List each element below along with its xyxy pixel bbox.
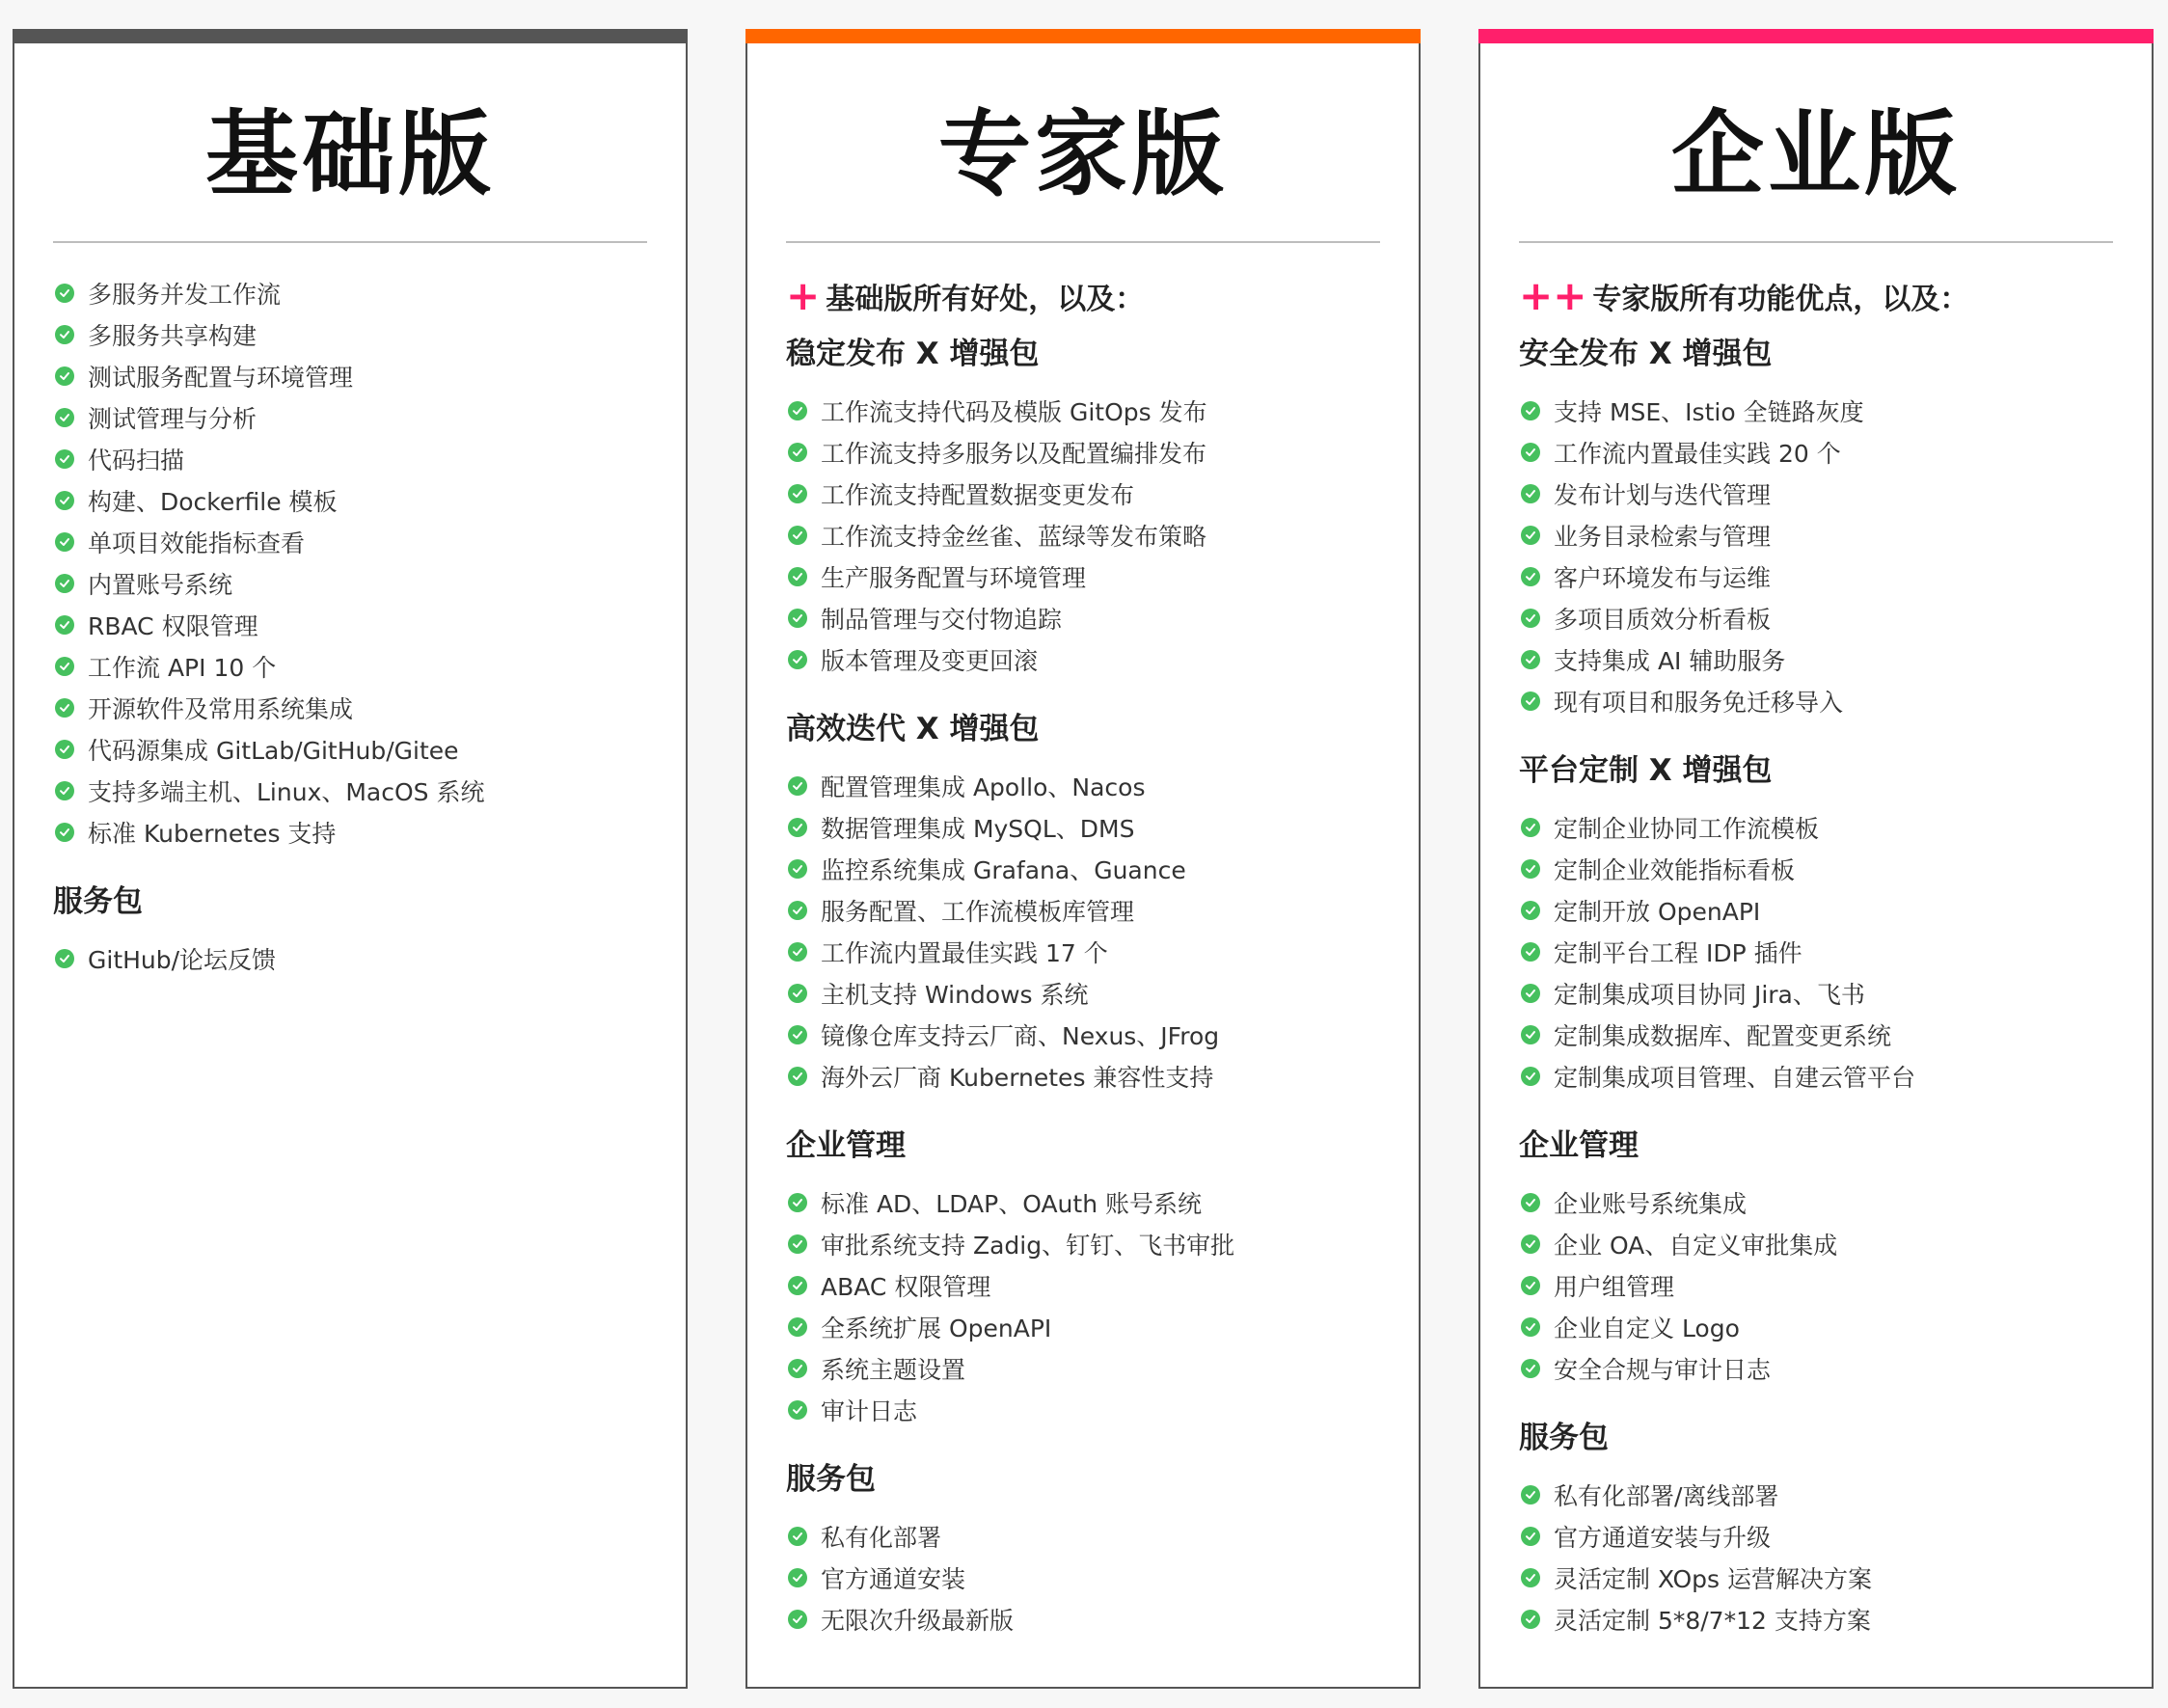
feature-label: 私有化部署: [821, 1523, 942, 1552]
check-icon: [788, 984, 807, 1003]
check-icon: [1521, 818, 1540, 837]
check-icon: [788, 526, 807, 545]
feature-label: 支持多端主机、Linux、MacOS 系统: [88, 777, 485, 806]
check-icon: [55, 823, 74, 842]
feature-item: [53, 937, 657, 979]
feature-item: [786, 390, 1390, 431]
feature-label: 主机支持 Windows 系统: [821, 980, 1089, 1009]
feature-item: [786, 1264, 1390, 1306]
divider: [1519, 241, 2113, 243]
check-icon: [788, 1234, 807, 1254]
check-icon: [55, 284, 74, 303]
check-icon: [1521, 567, 1540, 586]
feature-item: [53, 604, 657, 645]
plan-body: [1519, 272, 2123, 1640]
feature-label: 服务配置、工作流模板库管理: [821, 897, 1135, 926]
feature-list: [786, 765, 1390, 1097]
feature-label: GitHub/论坛反馈: [88, 945, 277, 974]
check-icon: [788, 1527, 807, 1546]
feature-item: [1519, 931, 2123, 972]
feature-list: [53, 272, 657, 853]
feature-item: [786, 1557, 1390, 1598]
check-icon: [55, 325, 74, 344]
feature-label: 数据管理集成 MySQL、DMS: [821, 814, 1135, 843]
feature-label: 工作流支持金丝雀、蓝绿等发布策略: [821, 522, 1207, 551]
check-icon: [55, 491, 74, 510]
check-icon: [788, 901, 807, 920]
feature-label: 多服务共享构建: [88, 321, 257, 350]
feature-item: [786, 889, 1390, 931]
feature-item: [53, 313, 657, 355]
feature-list: [786, 1181, 1390, 1430]
feature-list: [1519, 1181, 2123, 1389]
feature-item: [53, 355, 657, 396]
check-icon: [1521, 526, 1540, 545]
feature-label: 镜像仓库支持云厂商、Nexus、JFrog: [821, 1021, 1220, 1050]
feature-section: [53, 878, 657, 979]
check-icon: [788, 818, 807, 837]
feature-item: [53, 479, 657, 521]
feature-label: 发布计划与迭代管理: [1554, 480, 1772, 509]
feature-label: 支持 MSE、Istio 全链路灰度: [1554, 397, 1864, 426]
check-icon: [1521, 1359, 1540, 1378]
check-icon: [1521, 1276, 1540, 1295]
feature-item: [786, 556, 1390, 597]
feature-list: [786, 1515, 1390, 1640]
section-title: 高效迭代 X 增强包: [786, 712, 1040, 746]
feature-label: 私有化部署/离线部署: [1554, 1481, 1779, 1510]
check-icon: [55, 449, 74, 469]
feature-item: [1519, 390, 2123, 431]
check-icon: [1521, 1025, 1540, 1044]
plan-accent-bar: [1478, 29, 2154, 43]
feature-item: [1519, 1515, 2123, 1557]
check-icon: [788, 484, 807, 503]
feature-item: [53, 728, 657, 770]
check-icon: [1521, 650, 1540, 669]
feature-item: [786, 931, 1390, 972]
feature-item: [1519, 806, 2123, 848]
feature-label: 审计日志: [821, 1396, 918, 1425]
check-icon: [788, 443, 807, 462]
check-icon: [788, 1025, 807, 1044]
check-icon: [1521, 859, 1540, 879]
feature-item: [53, 438, 657, 479]
feature-label: 生产服务配置与环境管理: [821, 563, 1087, 592]
section-title: 安全发布 X 增强包: [1519, 337, 1773, 371]
feature-label: 定制集成项目协同 Jira、飞书: [1554, 980, 1865, 1009]
feature-item: [786, 972, 1390, 1014]
plus-icon: ++: [1519, 272, 1587, 319]
feature-section: [786, 330, 1390, 680]
feature-label: 官方通道安装: [821, 1564, 966, 1593]
check-icon: [1521, 1317, 1540, 1337]
feature-item: [786, 473, 1390, 514]
feature-label: 无限次升级最新版: [821, 1606, 1015, 1635]
feature-item: [1519, 1055, 2123, 1097]
plan-accent-bar: [13, 29, 688, 43]
check-icon: [788, 401, 807, 420]
check-icon: [788, 1317, 807, 1337]
feature-label: 工作流支持配置数据变更发布: [821, 480, 1135, 509]
feature-item: [786, 1014, 1390, 1055]
feature-label: 定制集成项目管理、自建云管平台: [1554, 1063, 1916, 1092]
feature-section: [1519, 746, 2123, 1097]
feature-label: 安全合规与审计日志: [1554, 1355, 1772, 1384]
feature-item: [1519, 1181, 2123, 1223]
check-icon: [1521, 1234, 1540, 1254]
check-icon: [788, 1067, 807, 1086]
feature-label: 工作流支持多服务以及配置编排发布: [821, 439, 1207, 468]
check-icon: [55, 781, 74, 800]
feature-item: [786, 1389, 1390, 1430]
plan-card-enterprise: [1478, 29, 2154, 1689]
check-icon: [1521, 609, 1540, 628]
feature-label: 灵活定制 5*8/7*12 支持方案: [1554, 1606, 1871, 1635]
section-title: 企业管理: [1519, 1128, 1639, 1163]
feature-label: 单项目效能指标查看: [88, 529, 306, 557]
plus-icon: +: [786, 272, 821, 319]
feature-section: [1519, 330, 2123, 721]
check-icon: [1521, 1193, 1540, 1212]
feature-item: [786, 638, 1390, 680]
feature-item: [1519, 1557, 2123, 1598]
feature-item: [1519, 1264, 2123, 1306]
check-icon: [1521, 1485, 1540, 1505]
check-icon: [55, 657, 74, 676]
plan-body: [53, 272, 657, 979]
check-icon: [1521, 1067, 1540, 1086]
plan-intro-text: 专家版所有功能优点，以及：: [1592, 283, 1969, 316]
feature-item: [786, 1223, 1390, 1264]
feature-item: [1519, 1598, 2123, 1640]
feature-label: 全系统扩展 OpenAPI: [821, 1314, 1052, 1342]
feature-item: [53, 645, 657, 687]
check-icon: [1521, 401, 1540, 420]
plan-title: 专家版: [938, 100, 1228, 208]
section-title: 服务包: [786, 1462, 876, 1497]
feature-item: [1519, 473, 2123, 514]
feature-label: 开源软件及常用系统集成: [88, 694, 354, 723]
plan-title: 基础版: [205, 100, 495, 208]
feature-label: 监控系统集成 Grafana、Guance: [821, 855, 1186, 884]
feature-item: [786, 1306, 1390, 1347]
feature-label: 构建、Dockerfile 模板: [88, 487, 338, 516]
feature-item: [1519, 1347, 2123, 1389]
feature-label: 企业 OA、自定义审批集成: [1554, 1231, 1838, 1260]
feature-label: 测试服务配置与环境管理: [88, 363, 354, 392]
feature-item: [1519, 889, 2123, 931]
feature-item: [53, 562, 657, 604]
feature-label: 多项目质效分析看板: [1554, 605, 1772, 634]
check-icon: [55, 698, 74, 718]
feature-label: 定制集成数据库、配置变更系统: [1554, 1021, 1892, 1050]
feature-item: [53, 272, 657, 313]
feature-label: 支持集成 AI 辅助服务: [1554, 646, 1786, 675]
feature-label: ABAC 权限管理: [821, 1272, 991, 1301]
check-icon: [788, 1193, 807, 1212]
section-title: 平台定制 X 增强包: [1519, 753, 1773, 788]
feature-item: [786, 806, 1390, 848]
feature-item: [53, 687, 657, 728]
check-icon: [1521, 901, 1540, 920]
feature-item: [1519, 1474, 2123, 1515]
feature-item: [786, 848, 1390, 889]
check-icon: [1521, 484, 1540, 503]
feature-item: [786, 1347, 1390, 1389]
feature-label: 工作流支持代码及模版 GitOps 发布: [821, 397, 1207, 426]
feature-label: 客户环境发布与运维: [1554, 563, 1772, 592]
feature-section: [53, 272, 657, 853]
feature-label: 海外云厂商 Kubernetes 兼容性支持: [821, 1063, 1214, 1092]
feature-item: [1519, 514, 2123, 556]
check-icon: [788, 859, 807, 879]
check-icon: [788, 1568, 807, 1587]
feature-label: 业务目录检索与管理: [1554, 522, 1772, 551]
check-icon: [1521, 1610, 1540, 1629]
feature-item: [1519, 972, 2123, 1014]
feature-label: 企业账号系统集成: [1554, 1189, 1748, 1218]
check-icon: [1521, 691, 1540, 711]
feature-list: [1519, 390, 2123, 721]
feature-label: RBAC 权限管理: [88, 611, 258, 640]
check-icon: [788, 1359, 807, 1378]
check-icon: [788, 1400, 807, 1420]
check-icon: [1521, 984, 1540, 1003]
feature-item: [53, 770, 657, 811]
plan-title: 企业版: [1671, 100, 1961, 208]
plan-card-expert: [745, 29, 1421, 1689]
feature-item: [1519, 1223, 2123, 1264]
feature-item: [1519, 1306, 2123, 1347]
feature-label: 内置账号系统: [88, 570, 233, 599]
feature-label: 制品管理与交付物追踪: [821, 605, 1063, 634]
check-icon: [1521, 942, 1540, 962]
feature-section: [786, 1122, 1390, 1430]
check-icon: [788, 942, 807, 962]
plan-accent-bar: [745, 29, 1421, 43]
feature-label: 工作流内置最佳实践 20 个: [1554, 439, 1841, 468]
feature-label: 现有项目和服务免迁移导入: [1554, 688, 1844, 717]
section-title: 企业管理: [786, 1128, 906, 1163]
feature-section: [1519, 1122, 2123, 1389]
feature-item: [786, 597, 1390, 638]
feature-label: 多服务并发工作流: [88, 280, 282, 309]
feature-item: [1519, 848, 2123, 889]
feature-item: [1519, 1014, 2123, 1055]
feature-label: 官方通道安装与升级: [1554, 1523, 1772, 1552]
feature-label: 标准 Kubernetes 支持: [88, 819, 337, 848]
feature-list: [53, 937, 657, 979]
feature-list: [1519, 806, 2123, 1097]
feature-label: 工作流内置最佳实践 17 个: [821, 938, 1108, 967]
feature-list: [1519, 1474, 2123, 1640]
feature-item: [1519, 680, 2123, 721]
feature-item: [53, 811, 657, 853]
feature-label: 标准 AD、LDAP、OAuth 账号系统: [821, 1189, 1202, 1218]
check-icon: [55, 615, 74, 635]
section-title: 服务包: [53, 884, 143, 919]
feature-label: 企业自定义 Logo: [1554, 1314, 1740, 1342]
feature-item: [53, 396, 657, 438]
check-icon: [55, 949, 74, 968]
check-icon: [1521, 1527, 1540, 1546]
feature-list: [786, 390, 1390, 680]
check-icon: [788, 776, 807, 796]
feature-label: 代码扫描: [88, 446, 185, 474]
divider: [53, 241, 647, 243]
check-icon: [55, 740, 74, 759]
feature-label: 定制企业效能指标看板: [1554, 855, 1796, 884]
feature-item: [786, 765, 1390, 806]
feature-item: [1519, 431, 2123, 473]
feature-label: 灵活定制 XOps 运营解决方案: [1554, 1564, 1872, 1593]
check-icon: [1521, 443, 1540, 462]
check-icon: [55, 408, 74, 427]
check-icon: [1521, 1568, 1540, 1587]
feature-label: 定制平台工程 IDP 插件: [1554, 938, 1802, 967]
feature-section: [786, 705, 1390, 1097]
plan-intro: [786, 272, 1390, 320]
feature-item: [786, 1598, 1390, 1640]
feature-item: [786, 514, 1390, 556]
feature-label: 配置管理集成 Apollo、Nacos: [821, 773, 1146, 801]
feature-item: [53, 521, 657, 562]
feature-item: [1519, 597, 2123, 638]
feature-item: [786, 431, 1390, 473]
feature-item: [1519, 638, 2123, 680]
check-icon: [788, 650, 807, 669]
check-icon: [55, 366, 74, 386]
feature-label: 定制开放 OpenAPI: [1554, 897, 1761, 926]
feature-label: 工作流 API 10 个: [88, 653, 277, 682]
check-icon: [55, 532, 74, 552]
check-icon: [55, 574, 74, 593]
divider: [786, 241, 1380, 243]
check-icon: [788, 567, 807, 586]
feature-label: 版本管理及变更回滚: [821, 646, 1039, 675]
feature-section: [786, 1455, 1390, 1640]
check-icon: [788, 1276, 807, 1295]
check-icon: [788, 609, 807, 628]
feature-label: 代码源集成 GitLab/GitHub/Gitee: [88, 736, 459, 765]
feature-section: [1519, 1414, 2123, 1640]
plan-intro-text: 基础版所有好处，以及：: [826, 283, 1145, 316]
feature-label: 定制企业协同工作流模板: [1554, 814, 1820, 843]
section-title: 服务包: [1519, 1421, 1609, 1455]
feature-item: [786, 1515, 1390, 1557]
feature-label: 用户组管理: [1554, 1272, 1675, 1301]
plan-intro: [1519, 272, 2123, 320]
feature-label: 测试管理与分析: [88, 404, 257, 433]
feature-label: 审批系统支持 Zadig、钉钉、飞书审批: [821, 1231, 1235, 1260]
feature-item: [1519, 556, 2123, 597]
feature-item: [786, 1055, 1390, 1097]
plan-body: [786, 272, 1390, 1640]
section-title: 稳定发布 X 增强包: [786, 337, 1040, 371]
feature-item: [786, 1181, 1390, 1223]
feature-label: 系统主题设置: [821, 1355, 966, 1384]
check-icon: [788, 1610, 807, 1629]
plan-card-basic: [13, 29, 688, 1689]
